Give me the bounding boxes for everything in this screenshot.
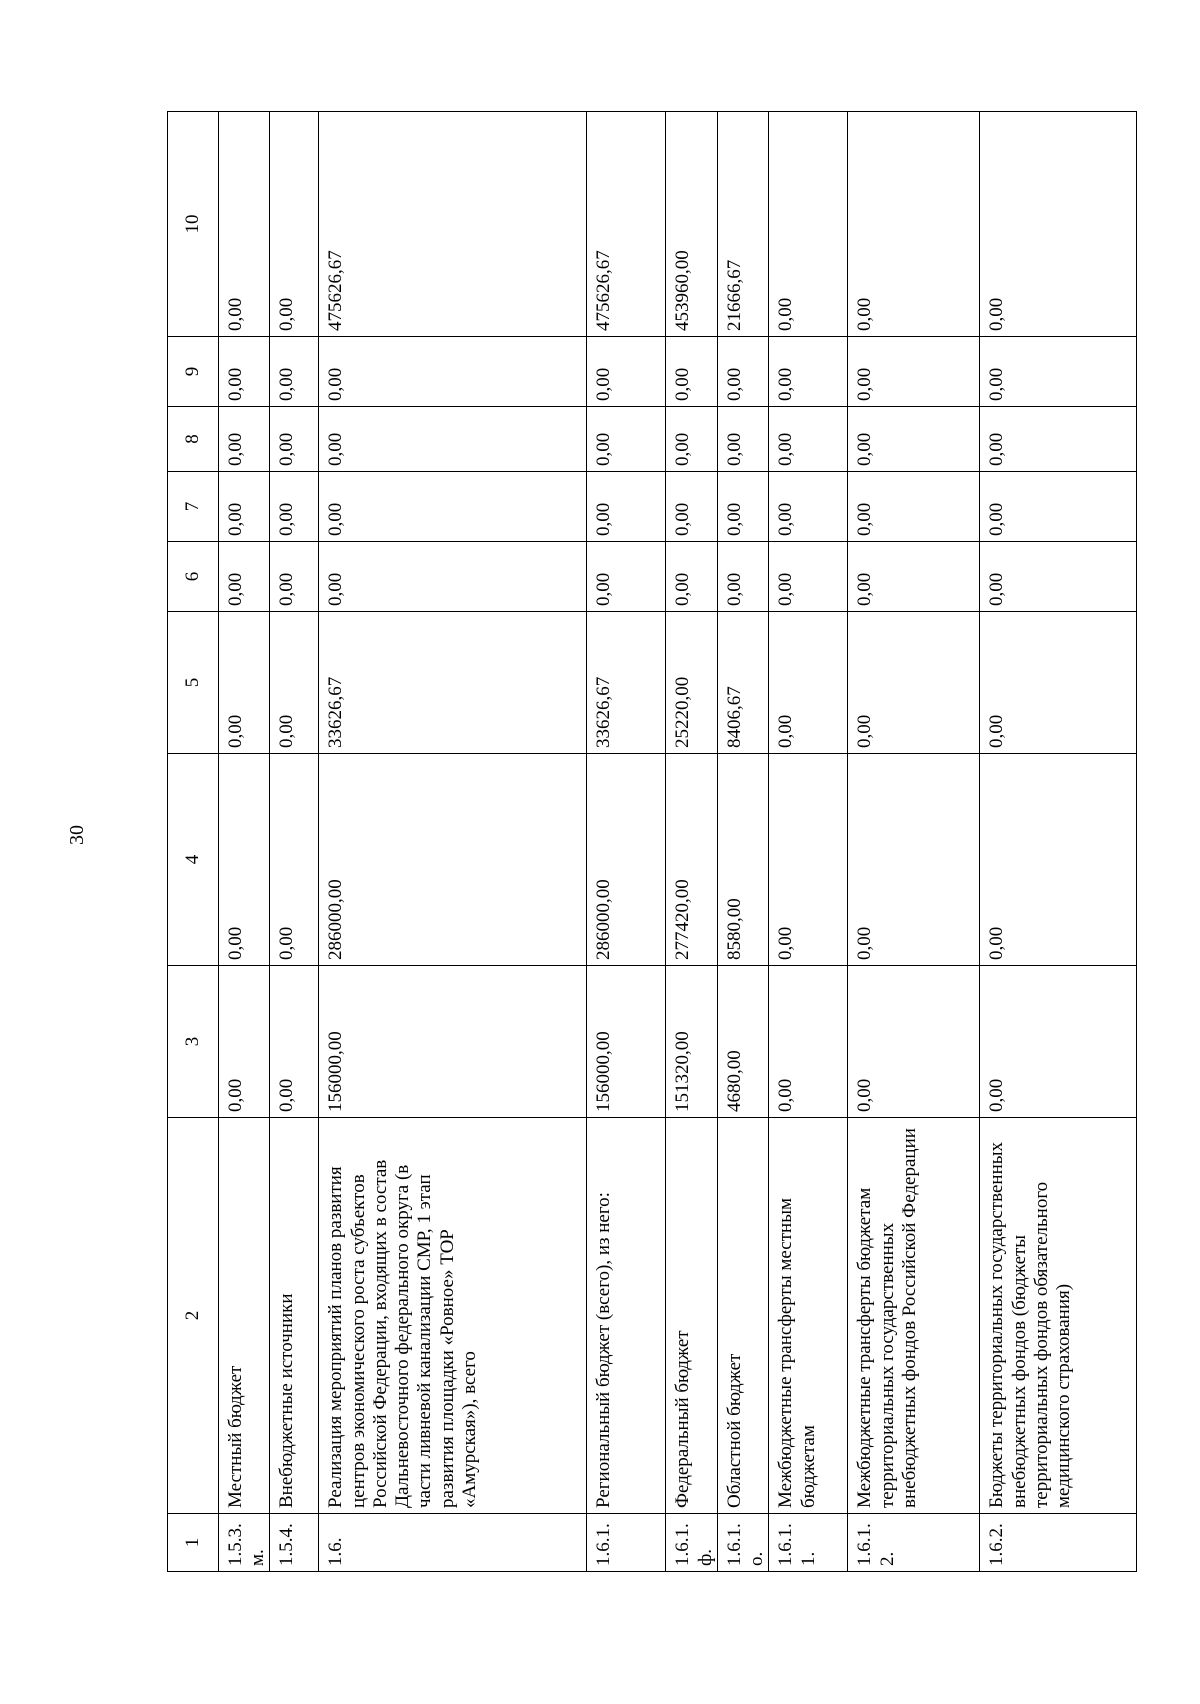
row-code: 1.6.1.о. bbox=[717, 1514, 768, 1572]
budget-table-container bbox=[167, 112, 1082, 1572]
cell-value: 0,00 bbox=[666, 472, 717, 542]
cell-value: 0,00 bbox=[769, 966, 848, 1118]
cell-value: 0,00 bbox=[219, 407, 270, 472]
cell-value: 0,00 bbox=[270, 966, 319, 1118]
row-code: 1.6.1. bbox=[587, 1514, 666, 1572]
cell-total: 0,00 bbox=[848, 112, 980, 337]
column-header: 7 bbox=[168, 472, 219, 542]
cell-value: 0,00 bbox=[980, 337, 1137, 407]
cell-value: 0,00 bbox=[587, 542, 666, 612]
cell-total: 0,00 bbox=[219, 112, 270, 337]
column-header: 4 bbox=[168, 754, 219, 966]
cell-value: 0,00 bbox=[219, 754, 270, 966]
cell-value: 0,00 bbox=[219, 472, 270, 542]
cell-value: 0,00 bbox=[666, 337, 717, 407]
cell-value: 0,00 bbox=[587, 472, 666, 542]
column-header: 3 bbox=[168, 966, 219, 1118]
cell-value: 0,00 bbox=[219, 337, 270, 407]
cell-value: 33626,67 bbox=[319, 612, 587, 754]
table-row bbox=[666, 112, 717, 1572]
cell-value: 0,00 bbox=[587, 407, 666, 472]
table-header-row bbox=[168, 112, 219, 1572]
cell-value: 0,00 bbox=[270, 407, 319, 472]
cell-value: 0,00 bbox=[717, 472, 768, 542]
cell-value: 0,00 bbox=[848, 337, 980, 407]
row-code: 1.6.1.ф. bbox=[666, 1514, 717, 1572]
cell-value: 0,00 bbox=[980, 966, 1137, 1118]
cell-value: 8406,67 bbox=[717, 612, 768, 754]
row-name: Федеральный бюджет bbox=[666, 1118, 717, 1514]
cell-value: 156000,00 bbox=[319, 966, 587, 1118]
cell-value: 286000,00 bbox=[587, 754, 666, 966]
row-code: 1.6.2. bbox=[980, 1514, 1137, 1572]
cell-value: 0,00 bbox=[219, 542, 270, 612]
table-row bbox=[219, 112, 270, 1572]
cell-value: 0,00 bbox=[717, 542, 768, 612]
cell-value: 156000,00 bbox=[587, 966, 666, 1118]
cell-value: 0,00 bbox=[980, 407, 1137, 472]
column-header: 8 bbox=[168, 407, 219, 472]
row-name: Межбюджетные трансферты бюджетам территориальных государственных внебюджетных фондов Российской Федерации bbox=[848, 1118, 980, 1514]
row-name: Региональный бюджет (всего), из него: bbox=[587, 1118, 666, 1514]
row-name: Реализация мероприятий планов развития центров экономического роста субъектов Российской Федерации, входящих в состав Дальневосточного федерального округа (в части ливневой канализации СМР, 1 этап развития площадки «Ровное» ТОР «Амурская»), всего bbox=[319, 1118, 587, 1514]
cell-value: 0,00 bbox=[270, 612, 319, 754]
cell-value: 0,00 bbox=[666, 407, 717, 472]
cell-value: 0,00 bbox=[270, 754, 319, 966]
table-row bbox=[587, 112, 666, 1572]
column-header: 1 bbox=[168, 1514, 219, 1572]
cell-value: 33626,67 bbox=[587, 612, 666, 754]
cell-value: 0,00 bbox=[980, 472, 1137, 542]
cell-value: 0,00 bbox=[319, 542, 587, 612]
cell-value: 0,00 bbox=[270, 542, 319, 612]
row-code: 1.6. bbox=[319, 1514, 587, 1572]
cell-value: 0,00 bbox=[848, 754, 980, 966]
cell-value: 0,00 bbox=[270, 472, 319, 542]
column-header: 10 bbox=[168, 112, 219, 337]
cell-value: 0,00 bbox=[587, 337, 666, 407]
cell-value: 0,00 bbox=[769, 337, 848, 407]
row-code: 1.5.3.м. bbox=[219, 1514, 270, 1572]
cell-total: 0,00 bbox=[270, 112, 319, 337]
cell-value: 4680,00 bbox=[717, 966, 768, 1118]
table-row bbox=[319, 112, 587, 1572]
cell-value: 0,00 bbox=[848, 612, 980, 754]
table-row bbox=[848, 112, 980, 1572]
cell-value: 0,00 bbox=[769, 754, 848, 966]
cell-value: 0,00 bbox=[980, 754, 1137, 966]
row-name: Областной бюджет bbox=[717, 1118, 768, 1514]
cell-value: 0,00 bbox=[666, 542, 717, 612]
row-code: 1.6.1.2. bbox=[848, 1514, 980, 1572]
cell-total: 475626,67 bbox=[319, 112, 587, 337]
budget-table bbox=[167, 111, 1137, 1572]
cell-value: 0,00 bbox=[717, 337, 768, 407]
table-row bbox=[717, 112, 768, 1572]
row-name: Внебюджетные источники bbox=[270, 1118, 319, 1514]
row-name: Бюджеты территориальных государственных внебюджетных фондов (бюджеты территориальных фондов обязательного медицинского страхования) bbox=[980, 1118, 1137, 1514]
cell-value: 277420,00 bbox=[666, 754, 717, 966]
column-header: 6 bbox=[168, 542, 219, 612]
cell-total: 475626,67 bbox=[587, 112, 666, 337]
cell-total: 21666,67 bbox=[717, 112, 768, 337]
row-name: Межбюджетные трансферты местным бюджетам bbox=[769, 1118, 848, 1514]
cell-value: 0,00 bbox=[769, 612, 848, 754]
cell-total: 0,00 bbox=[980, 112, 1137, 337]
cell-value: 0,00 bbox=[980, 612, 1137, 754]
cell-total: 453960,00 bbox=[666, 112, 717, 337]
page-number: 30 bbox=[66, 825, 88, 845]
cell-value: 0,00 bbox=[717, 407, 768, 472]
cell-value: 0,00 bbox=[980, 542, 1137, 612]
cell-value: 0,00 bbox=[848, 407, 980, 472]
row-name: Местный бюджет bbox=[219, 1118, 270, 1514]
row-code: 1.6.1.1. bbox=[769, 1514, 848, 1572]
cell-value: 0,00 bbox=[769, 542, 848, 612]
cell-value: 0,00 bbox=[270, 337, 319, 407]
column-header: 9 bbox=[168, 337, 219, 407]
table-row bbox=[980, 112, 1137, 1572]
cell-value: 0,00 bbox=[219, 612, 270, 754]
cell-value: 0,00 bbox=[319, 472, 587, 542]
table-row bbox=[270, 112, 319, 1572]
cell-value: 0,00 bbox=[769, 407, 848, 472]
cell-value: 286000,00 bbox=[319, 754, 587, 966]
cell-value: 151320,00 bbox=[666, 966, 717, 1118]
column-header: 2 bbox=[168, 1118, 219, 1514]
cell-value: 0,00 bbox=[848, 472, 980, 542]
cell-value: 0,00 bbox=[319, 337, 587, 407]
cell-value: 0,00 bbox=[219, 966, 270, 1118]
cell-value: 0,00 bbox=[769, 472, 848, 542]
row-code: 1.5.4. bbox=[270, 1514, 319, 1572]
cell-value: 0,00 bbox=[848, 966, 980, 1118]
cell-value: 0,00 bbox=[319, 407, 587, 472]
cell-value: 25220,00 bbox=[666, 612, 717, 754]
cell-value: 8580,00 bbox=[717, 754, 768, 966]
cell-value: 0,00 bbox=[848, 542, 980, 612]
column-header: 5 bbox=[168, 612, 219, 754]
table-row bbox=[769, 112, 848, 1572]
cell-total: 0,00 bbox=[769, 112, 848, 337]
